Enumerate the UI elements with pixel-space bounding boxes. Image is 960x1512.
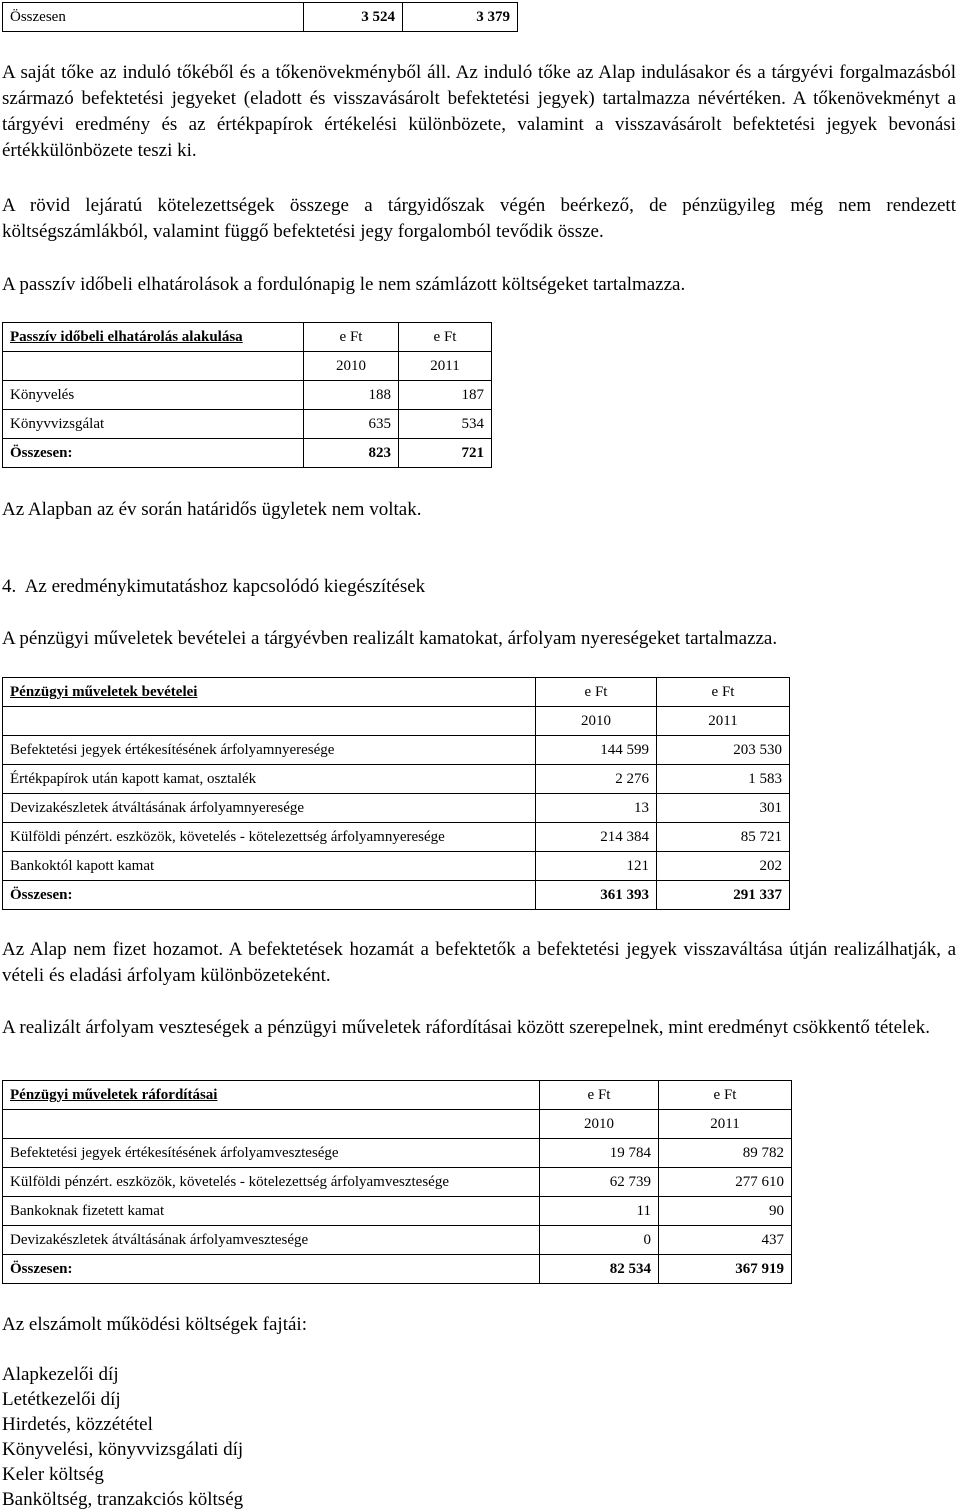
table-row — [3, 1139, 792, 1168]
financial-income-table — [2, 677, 790, 910]
table-header-row — [3, 707, 790, 736]
list-item: Könyvelési, könyvvizsgálati díj — [2, 1439, 244, 1460]
table-row — [3, 1168, 792, 1197]
total-2010: 82 534 — [540, 1255, 659, 1284]
table-title: Pénzügyi műveletek ráfordításai — [3, 1081, 540, 1110]
table-row — [3, 823, 790, 852]
total-2010: 361 393 — [536, 881, 657, 910]
total-2011: 291 337 — [657, 881, 790, 910]
row-label: Könyvvizsgálat — [3, 410, 304, 439]
value-2010: 144 599 — [536, 736, 657, 765]
row-label: Összesen — [3, 3, 304, 32]
total-label: Összesen: — [3, 1255, 540, 1284]
value-2011: 90 — [659, 1197, 792, 1226]
unit-2011: e Ft — [659, 1081, 792, 1110]
table-row — [3, 852, 790, 881]
table-row — [3, 794, 790, 823]
row-label: Devizakészletek átváltásának árfolyamvesztesége — [3, 1226, 540, 1255]
year-2010: 2010 — [540, 1110, 659, 1139]
total-2011: 367 919 — [659, 1255, 792, 1284]
row-label: Külföldi pénzért. eszközök, követelés - kötelezettség árfolyamvesztesége — [3, 1168, 540, 1197]
table-total-row — [3, 439, 492, 468]
year-2011: 2011 — [657, 707, 790, 736]
row-label: Befektetési jegyek értékesítésének árfolyamvesztesége — [3, 1139, 540, 1168]
row-label: Devizakészletek átváltásának árfolyamnyeresége — [3, 794, 536, 823]
value-2011: 203 530 — [657, 736, 790, 765]
table-header-row — [3, 352, 492, 381]
empty-cell — [3, 352, 304, 381]
total-label: Összesen: — [3, 881, 536, 910]
row-label: Értékpapírok után kapott kamat, osztalék — [3, 765, 536, 794]
total-2010: 823 — [304, 439, 399, 468]
paragraph-financial-income: A pénzügyi műveletek bevételei a tárgyévben realizált kamatokat, árfolyam nyereségeket tartalmazza. — [2, 628, 778, 649]
table-row — [3, 736, 790, 765]
empty-cell — [3, 1110, 540, 1139]
value-2010: 3 524 — [304, 3, 403, 32]
table-total-row — [3, 881, 790, 910]
paragraph-realized-losses: A realizált árfolyam veszteségek a pénzügyi műveletek ráfordításai között szerepelnek, mint eredményt csökkentő tételek. — [2, 1017, 930, 1038]
empty-cell — [3, 707, 536, 736]
unit-2011: e Ft — [657, 678, 790, 707]
value-2011: 1 583 — [657, 765, 790, 794]
paragraph-equity: A saját tőke az induló tőkéből és a tőkenövekményből áll. Az induló tőke az Alap indulásakor és a tárgyévi forgalmazásból származó befektetési jegyeket (eladott és visszavásárolt befektetési jegyek) tartalmazza névértéken. A tőkenövekményt a tárgyévi eredmény és az értékpapírok értékelési különbözete, valamint a visszavásárolt befektetési jegyek bevonási értékkülönbözete teszi ki. — [2, 62, 956, 161]
year-2011: 2011 — [659, 1110, 792, 1139]
value-2011: 3 379 — [403, 3, 518, 32]
value-2011: 437 — [659, 1226, 792, 1255]
table-title: Passzív időbeli elhatárolás alakulása — [3, 323, 304, 352]
section-heading: 4. Az eredménykimutatáshoz kapcsolódó kiegészítések — [2, 576, 426, 597]
value-2011: 202 — [657, 852, 790, 881]
value-2010: 13 — [536, 794, 657, 823]
table-title: Pénzügyi műveletek bevételei — [3, 678, 536, 707]
row-label: Bankoktól kapott kamat — [3, 852, 536, 881]
total-label: Összesen: — [3, 439, 304, 468]
table-row — [3, 381, 492, 410]
year-2011: 2011 — [399, 352, 492, 381]
value-2010: 635 — [304, 410, 399, 439]
value-2011: 85 721 — [657, 823, 790, 852]
unit-2011: e Ft — [399, 323, 492, 352]
value-2010: 121 — [536, 852, 657, 881]
list-item: Keler költség — [2, 1464, 104, 1485]
table-header-row — [3, 1110, 792, 1139]
value-2010: 11 — [540, 1197, 659, 1226]
year-2010: 2010 — [536, 707, 657, 736]
value-2011: 534 — [399, 410, 492, 439]
value-2010: 2 276 — [536, 765, 657, 794]
list-item: Hirdetés, közzététel — [2, 1414, 153, 1435]
paragraph-short-liabilities: A rövid lejáratú kötelezettségek összege a tárgyidőszak végén beérkező, de pénzügyileg még nem rendezett költségszámlákból, valamint függő befektetési jegy forgalomból tevődik össze. — [2, 195, 956, 242]
unit-2010: e Ft — [304, 323, 399, 352]
value-2010: 188 — [304, 381, 399, 410]
year-2010: 2010 — [304, 352, 399, 381]
table-row — [3, 1226, 792, 1255]
value-2011: 277 610 — [659, 1168, 792, 1197]
table-header-row — [3, 323, 492, 352]
row-label: Bankoknak fizetett kamat — [3, 1197, 540, 1226]
list-item: Alapkezelői díj — [2, 1364, 119, 1385]
table-row — [3, 410, 492, 439]
accruals-table — [2, 322, 492, 468]
financial-expenses-table — [2, 1080, 792, 1284]
list-item: Banköltség, tranzakciós költség — [2, 1489, 244, 1510]
list-item: Letétkezelői díj — [2, 1389, 121, 1410]
table-row — [3, 3, 518, 32]
row-label: Könyvelés — [3, 381, 304, 410]
table-header-row — [3, 678, 790, 707]
paragraph-no-derivatives: Az Alapban az év során határidős ügyletek nem voltak. — [2, 499, 422, 520]
top-summary-table — [2, 2, 518, 32]
value-2010: 62 739 — [540, 1168, 659, 1197]
paragraph-accruals: A passzív időbeli elhatárolások a fordulónapig le nem számlázott költségeket tartalmazza. — [2, 274, 686, 295]
paragraph-cost-types-intro: Az elszámolt működési költségek fajtái: — [2, 1314, 307, 1335]
table-total-row — [3, 1255, 792, 1284]
table-row — [3, 1197, 792, 1226]
value-2010: 0 — [540, 1226, 659, 1255]
value-2011: 187 — [399, 381, 492, 410]
value-2011: 89 782 — [659, 1139, 792, 1168]
value-2010: 214 384 — [536, 823, 657, 852]
table-header-row — [3, 1081, 792, 1110]
paragraph-no-yield: Az Alap nem fizet hozamot. A befektetések hozamát a befektetők a befektetési jegyek visszaváltása útján realizálhatják, a vételi és eladási árfolyam különbözeteként. — [2, 939, 956, 986]
row-label: Befektetési jegyek értékesítésének árfolyamnyeresége — [3, 736, 536, 765]
unit-2010: e Ft — [536, 678, 657, 707]
value-2010: 19 784 — [540, 1139, 659, 1168]
row-label: Külföldi pénzért. eszközök, követelés - kötelezettség árfolyamnyeresége — [3, 823, 536, 852]
total-2011: 721 — [399, 439, 492, 468]
unit-2010: e Ft — [540, 1081, 659, 1110]
value-2011: 301 — [657, 794, 790, 823]
table-row — [3, 765, 790, 794]
